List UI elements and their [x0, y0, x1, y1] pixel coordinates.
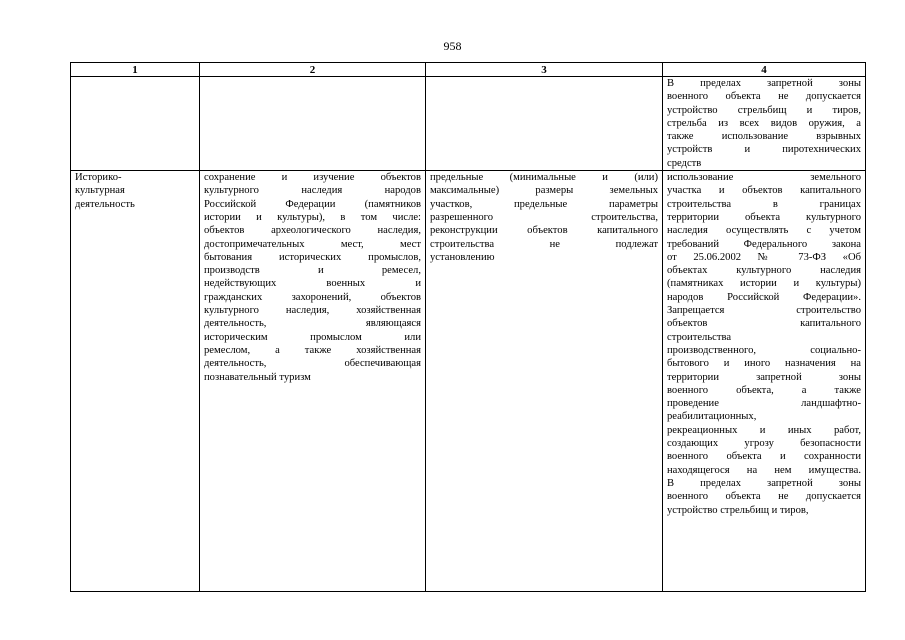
text-line: объектах культурного наследия — [667, 265, 861, 277]
text-line: объектов капитального — [667, 318, 861, 330]
text-line: рекреационных и иных работ, — [667, 424, 861, 436]
text-line: строительства — [667, 331, 732, 343]
activity-description-cell — [200, 171, 426, 592]
text-line: от 25.06.2002 № 73-ФЗ «Об — [667, 251, 861, 263]
text-line: производственного, социально- — [667, 344, 861, 356]
text-line: предельные (минимальные и (или) — [430, 172, 658, 184]
table-cell — [426, 77, 663, 171]
table-cell — [663, 77, 866, 171]
text-line: народов Российской Федерации». — [667, 291, 861, 303]
text-line: военного объекта, а также — [667, 384, 861, 396]
text-line: строительства не подлежат — [430, 238, 658, 250]
text-line: требований Федерального закона — [667, 238, 861, 250]
text-line: культурная — [75, 185, 125, 197]
text-line: бытового и иного назначения на — [667, 358, 861, 370]
column-header-2: 2 — [200, 63, 426, 77]
text-line: (памятниках истории и культуры) — [667, 278, 861, 290]
text-line: устройств и пиротехнических — [667, 144, 861, 156]
text-line: также использование взрывных — [667, 131, 861, 143]
text-line: деятельность, обеспечивающая — [204, 358, 421, 370]
text-line: использование земельного — [667, 172, 861, 184]
text-line: культурного наследия народов — [204, 185, 421, 197]
text-line: сохранение и изучение объектов — [204, 172, 421, 184]
text-line: В пределах запретной зоны — [667, 477, 861, 489]
column-header-4: 4 — [663, 63, 866, 77]
text-line: наследия осуществлять с учетом — [667, 225, 861, 237]
text-line: недействующих военных и — [204, 278, 421, 290]
text-line: строительства в границах — [667, 198, 861, 210]
text-line: военного объекта не допускается — [667, 91, 861, 103]
page-number: 958 — [443, 39, 462, 53]
text-line: истории и культуры), в том числе: — [204, 211, 421, 223]
text-line: участка и объектов капитального — [667, 185, 861, 197]
text-line: максимальные) размеры земельных — [430, 185, 658, 197]
text-line: стрельба из всех видов оружия, а — [667, 117, 861, 129]
text-line: установлению — [430, 251, 495, 263]
text-line: территории объекта культурного — [667, 211, 861, 223]
text-line: участков, предельные параметры — [430, 198, 658, 210]
document-table — [70, 62, 866, 592]
text-line: территории запретной зоны — [667, 371, 861, 383]
table-row — [71, 171, 866, 592]
text-line: культурного наследия, хозяйственная — [204, 305, 421, 317]
text-line: познавательный туризм — [204, 371, 311, 383]
table-cell — [71, 77, 200, 171]
text-line: проведение ландшафтно- — [667, 398, 861, 410]
text-line: устройство стрельбищ и тиров, — [667, 504, 809, 516]
text-line: устройство стрельбищ и тиров, — [667, 104, 861, 116]
text-line: деятельность — [75, 198, 135, 210]
parameters-cell — [426, 171, 663, 592]
text-line: находящегося на нем имущества. — [667, 464, 861, 476]
text-line: средств — [667, 157, 702, 169]
text-line: Российской Федерации (памятников — [204, 198, 421, 210]
text-line: реабилитационных, — [667, 411, 757, 423]
table-cell — [200, 77, 426, 171]
column-header-1: 1 — [71, 63, 200, 77]
text-line: историческим промыслом или — [204, 331, 421, 343]
table-header-row — [71, 63, 866, 77]
text-line: военного объекта и сохранности — [667, 451, 861, 463]
text-line: военного объекта не допускается — [667, 491, 861, 503]
activity-name-cell — [71, 171, 200, 592]
text-line: деятельность, являющаяся — [204, 318, 421, 330]
text-line: достопримечательных мест, мест — [204, 238, 421, 250]
text-line: Запрещается строительство — [667, 305, 861, 317]
text-line: гражданских захоронений, объектов — [204, 291, 421, 303]
text-line: реконструкции объектов капитального — [430, 225, 658, 237]
text-line: создающих угрозу безопасности — [667, 438, 861, 450]
restrictions-cell — [663, 171, 866, 592]
text-line: разрешенного строительства, — [430, 211, 658, 223]
text-line: производств и ремесел, — [204, 265, 421, 277]
table-row — [71, 77, 866, 171]
text-line: В пределах запретной зоны — [667, 78, 861, 89]
text-line: Историко- — [75, 172, 122, 184]
column-header-3: 3 — [426, 63, 663, 77]
text-line: объектов археологического наследия, — [204, 225, 421, 237]
text-line: бытования исторических промыслов, — [204, 251, 421, 263]
text-line: ремеслом, а также хозяйственная — [204, 344, 421, 356]
